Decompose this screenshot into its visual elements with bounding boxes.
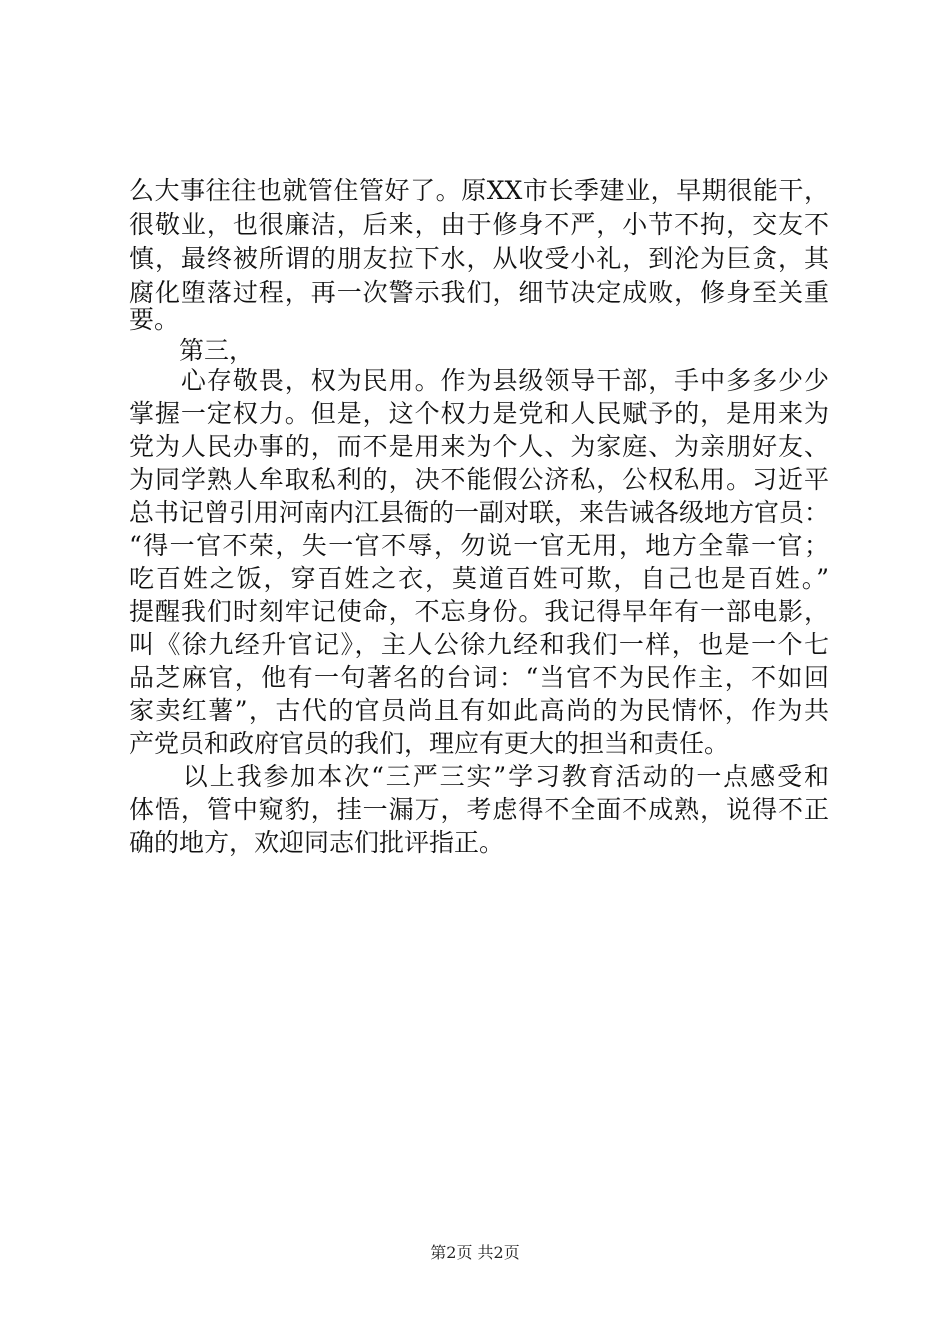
body-line-4: 腐化堕落过程，再一次警示我们，细节决定成败，修身至关重 xyxy=(129,278,829,307)
body-line-17: 家卖红薯”，古代的官员尚且有如此高尚的为民情怀，作为共 xyxy=(129,696,829,725)
body-line-20: 体悟，管中窥豹，挂一漏万，考虑得不全面不成熟，说得不正 xyxy=(129,795,829,824)
body-line-21: 确的地方，欢迎同志们批评指正。 xyxy=(129,828,505,857)
body-line-8: 掌握一定权力。但是，这个权力是党和人民赋予的，是用来为 xyxy=(129,399,829,428)
body-line-9: 党为人民办事的，而不是用来为个人、为家庭、为亲朋好友、 xyxy=(129,432,829,461)
body-line-15: 叫《徐九经升官记》，主人公徐九经和我们一样，也是一个七 xyxy=(129,630,829,659)
body-line-19: 以上我参加本次“三严三实”学习教育活动的一点感受和 xyxy=(129,762,829,791)
page-number-footer: 第2页 共2页 xyxy=(430,1243,520,1262)
body-line-7: 心存敬畏，权为民用。作为县级领导干部，手中多多少少 xyxy=(129,366,829,395)
body-line-12: “得一官不荣，失一官不辱，勿说一官无用，地方全靠一官； xyxy=(129,531,829,560)
body-line-5: 要。 xyxy=(129,305,180,334)
body-line-16: 品芝麻官，他有一句著名的台词：“当官不为民作主，不如回 xyxy=(129,663,829,692)
body-line-3: 慎，最终被所谓的朋友拉下水，从收受小礼，到沦为巨贪，其 xyxy=(129,244,829,273)
body-line-11: 总书记曾引用河南内江县衙的一副对联，来告诫各级地方官员： xyxy=(129,498,830,527)
body-line-14: 提醒我们时刻牢记使命，不忘身份。我记得早年有一部电影， xyxy=(129,597,829,626)
body-line-13: 吃百姓之饭，穿百姓之衣，莫道百姓可欺，自己也是百姓。” xyxy=(129,564,829,593)
body-line-2: 很敬业，也很廉洁，后来，由于修身不严，小节不拘，交友不 xyxy=(129,210,829,239)
body-line-18: 产党员和政府官员的我们，理应有更大的担当和责任。 xyxy=(129,729,730,758)
section-heading-third: 第三， xyxy=(129,336,255,365)
body-line-10: 为同学熟人牟取私利的，决不能假公济私，公权私用。习近平 xyxy=(129,465,829,494)
body-line-1: 么大事往往也就管住管好了。原XX市长季建业，早期很能干， xyxy=(129,176,829,205)
